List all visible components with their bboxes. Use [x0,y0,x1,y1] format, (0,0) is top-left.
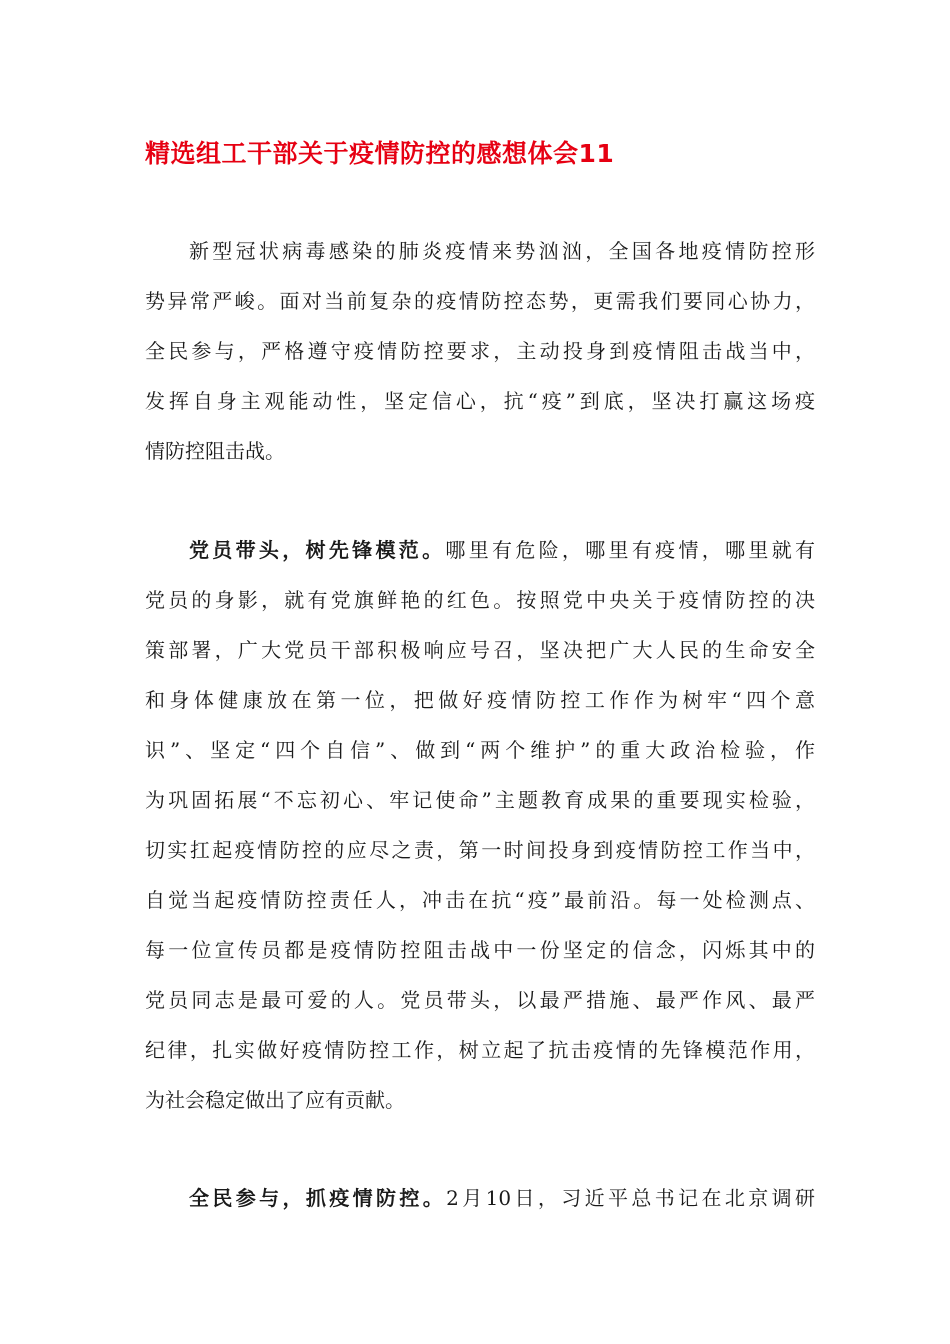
paragraph-line-text: 哪里有危险，哪里有疫情，哪里就有 [445,538,816,562]
paragraph-lead: 全民参与，抓疫情防控。 [189,1186,447,1210]
paragraph-lead: 党员带头，树先锋模范。 [189,538,446,562]
paragraph-line-with-lead [145,525,815,575]
paragraph-intro [145,226,815,476]
paragraph-line-text: 2月10日，习近平总书记在北京调研 [446,1186,815,1210]
paragraph-line: 情防控阻击战。 [145,439,285,463]
paragraph-line: 为社会稳定做出了应有贡献。 [145,1088,405,1112]
paragraph-line: 势异常严峻。面对当前复杂的疫情防控态势，更需我们要同心协力， [145,289,815,313]
paragraph-line: 和身体健康放在第一位，把做好疫情防控工作作为树牢“四个意 [145,688,815,712]
paragraph-public-participation [145,1173,815,1223]
paragraph-line: 党员同志是最可爱的人。党员带头，以最严措施、最严作风、最严 [145,988,815,1012]
paragraph-line: 党员的身影，就有党旗鲜艳的红色。按照党中央关于疫情防控的决 [145,588,815,612]
paragraph-line-with-lead [145,1173,815,1223]
paragraph-party-members [145,525,815,1125]
paragraph-line: 纪律，扎实做好疫情防控工作，树立起了抗击疫情的先锋模范作用， [145,1038,815,1062]
paragraph-line: 每一位宣传员都是疫情防控阻击战中一份坚定的信念，闪烁其中的 [145,938,815,962]
paragraph-line: 新型冠状病毒感染的肺炎疫情来势汹汹，全国各地疫情防控形 [189,239,815,263]
document-title: 精选组工干部关于疫情防控的感想体会11 [145,139,615,168]
paragraph-line: 全民参与，严格遵守疫情防控要求，主动投身到疫情阻击战当中， [145,339,815,363]
paragraph-line: 为巩固拓展“不忘初心、牢记使命”主题教育成果的重要现实检验， [145,788,815,812]
paragraph-line: 策部署，广大党员干部积极响应号召，坚决把广大人民的生命安全 [145,638,815,662]
paragraph-line: 发挥自身主观能动性，坚定信心，抗“疫”到底，坚决打赢这场疫 [145,389,815,413]
paragraph-line: 识”、坚定“四个自信”、做到“两个维护”的重大政治检验，作 [145,738,815,762]
paragraph-line: 切实扛起疫情防控的应尽之责，第一时间投身到疫情防控工作当中， [145,838,815,862]
paragraph-line: 自觉当起疫情防控责任人，冲击在抗“疫”最前沿。每一处检测点、 [145,888,815,912]
